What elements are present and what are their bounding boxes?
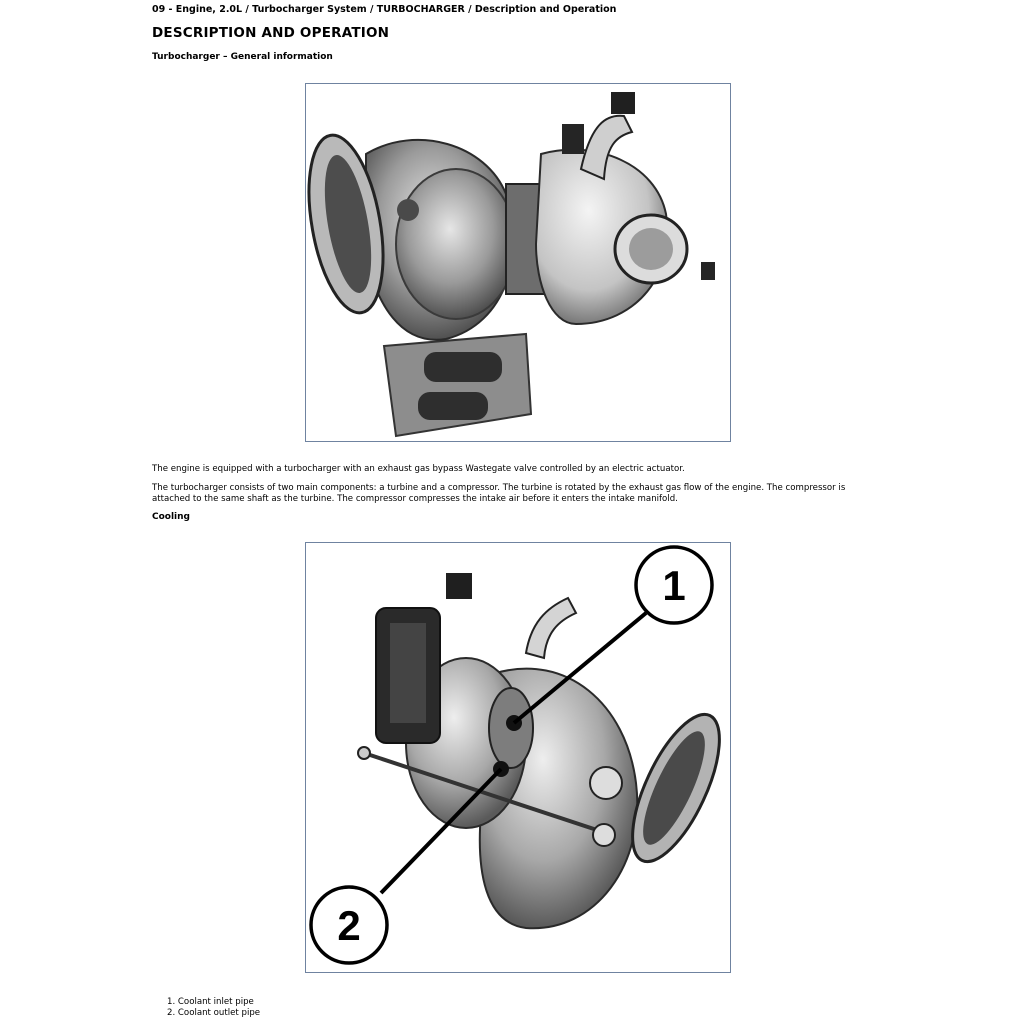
paragraph-wastegate: The engine is equipped with a turbocharger with an exhaust gas bypass Wastegate valve controlled by an electric actuator. — [152, 464, 685, 474]
breadcrumb: 09 - Engine, 2.0L / Turbocharger System / TURBOCHARGER / Description and Operation — [152, 4, 617, 15]
legend-item: 2. Coolant outlet pipe — [167, 1007, 261, 1018]
callout-2-label: 2 — [337, 902, 361, 949]
legend-item: 1. Coolant inlet pipe — [167, 997, 254, 1007]
cooling-figure — [305, 542, 731, 973]
turbocharger-illustration — [306, 84, 730, 441]
paragraph-components: The turbocharger consists of two main components: a turbine and a compressor. The turbine is rotated by the exhaust gas flow of the engine. The compressor is attached to the same shaft as the turbine. The compressor compresses the intake air before it enters the intake manifold. — [152, 483, 846, 504]
section-heading-cooling: Cooling — [152, 512, 190, 522]
cooling-illustration — [306, 543, 730, 972]
turbocharger-figure — [305, 83, 731, 442]
page-title: DESCRIPTION AND OPERATION — [152, 25, 390, 41]
cooling-legend — [167, 997, 260, 1018]
section-heading-general: Turbocharger – General information — [152, 52, 333, 62]
callout-1-label: 1 — [662, 562, 686, 609]
